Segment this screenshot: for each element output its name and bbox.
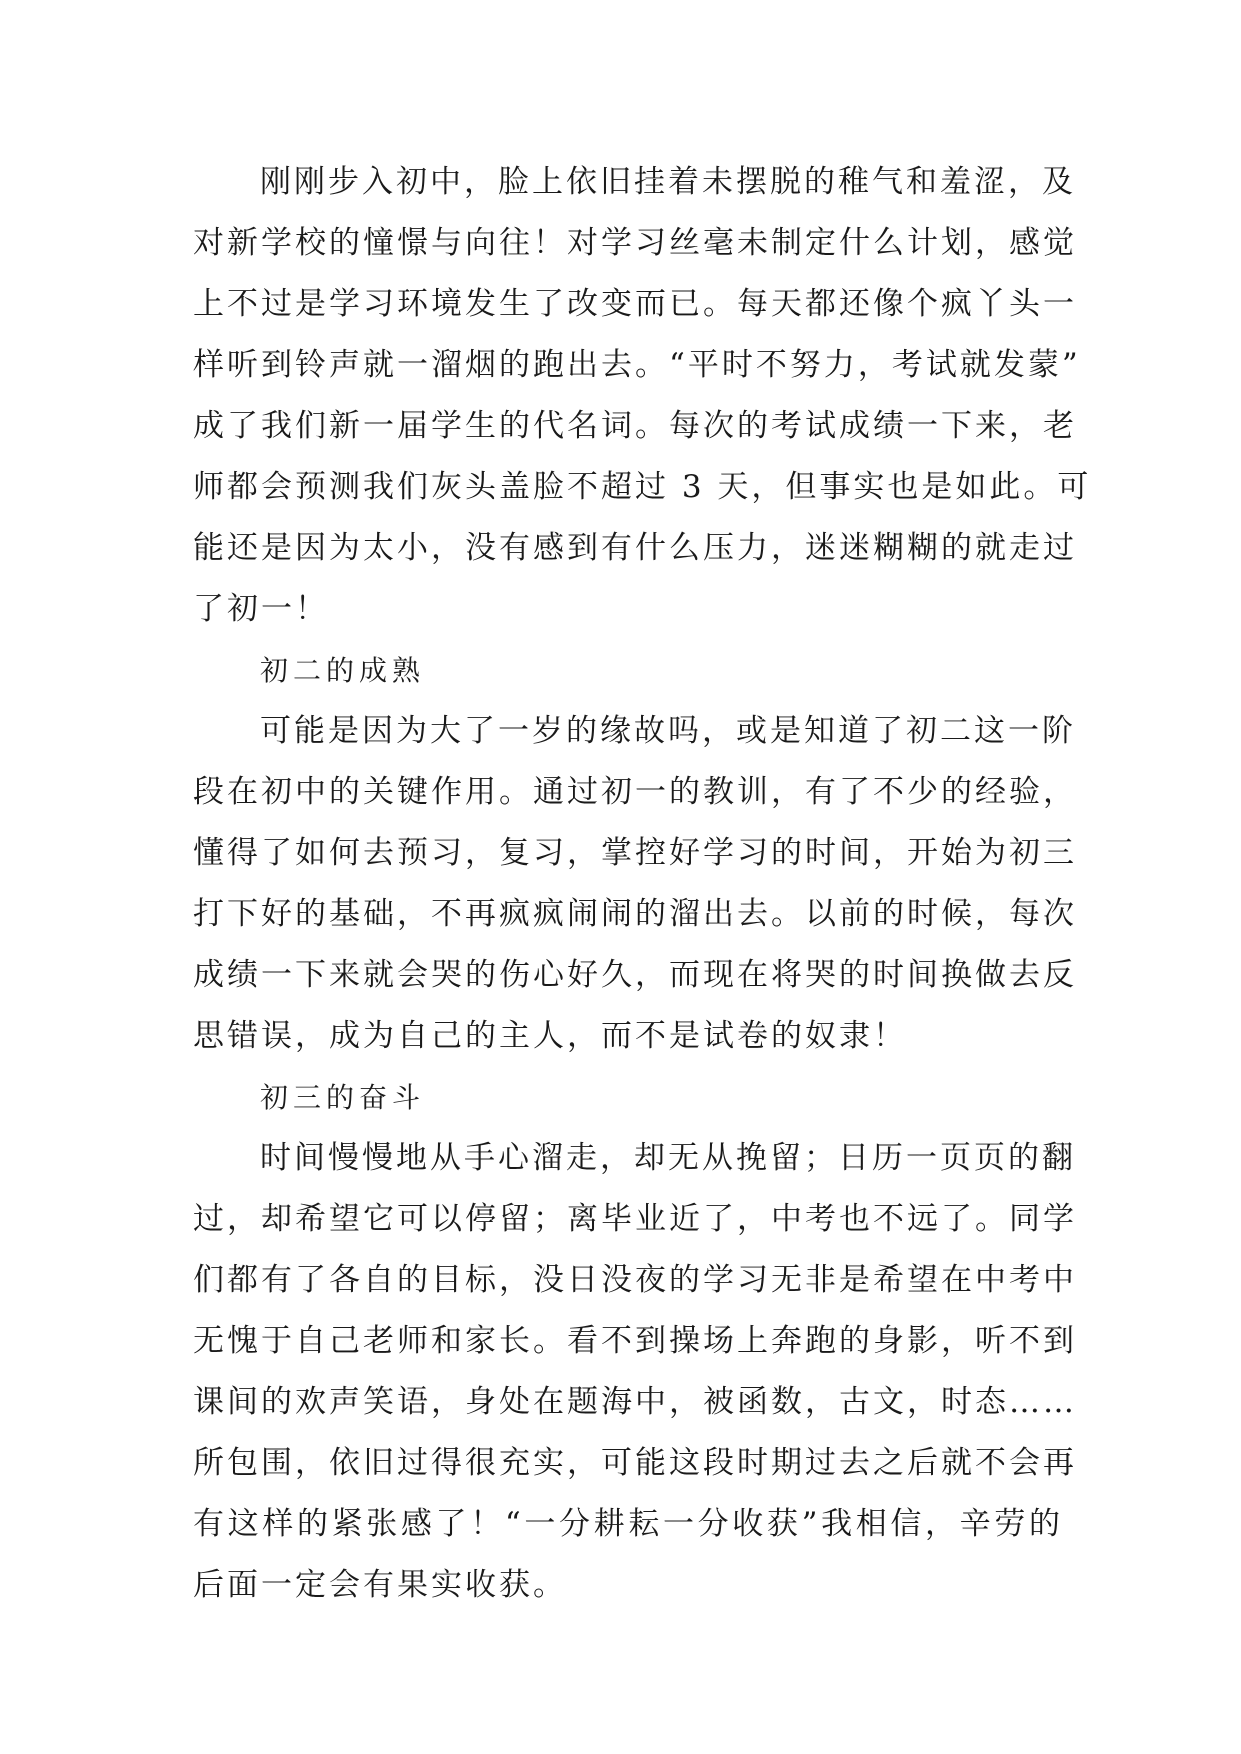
paragraph-line: 样听到铃声就一溜烟的跑出去。“平时不努力，考试就发蒙” [193,347,1081,383]
section-heading-grade-three: 初三的奋斗 [260,1081,426,1114]
paragraph-line: 能还是因为太小，没有感到有什么压力，迷迷糊糊的就走过 [193,530,1077,566]
paragraph-line: 后面一定会有果实收获。 [193,1567,567,1603]
paragraph-line: 成绩一下来就会哭的伤心好久，而现在将哭的时间换做去反 [193,957,1077,993]
paragraph-line: 所包围，依旧过得很充实，可能这段时期过去之后就不会再 [193,1445,1077,1481]
paragraph-line: 有这样的紧张感了！“一分耕耘一分收获”我相信，辛劳的 [193,1506,1063,1542]
paragraph-line: 了初一！ [193,591,329,627]
paragraph-line: 无愧于自己老师和家长。看不到操场上奔跑的身影，听不到 [193,1323,1077,1359]
paragraph-line: 可能是因为大了一岁的缘故吗，或是知道了初二这一阶 [260,713,1076,749]
document-body [193,152,1092,1616]
paragraph-line: 打下好的基础，不再疯疯闹闹的溜出去。以前的时候，每次 [193,896,1077,932]
paragraph-line: 思错误，成为自己的主人，而不是试卷的奴隶！ [193,1018,907,1054]
paragraph-line: 段在初中的关键作用。通过初一的教训，有了不少的经验， [193,774,1077,810]
paragraph-line: 刚刚步入初中，脸上依旧挂着未摆脱的稚气和羞涩，及 [260,164,1076,200]
section-heading-grade-two: 初二的成熟 [260,654,426,687]
paragraph-line: 对新学校的憧憬与向往！对学习丝毫未制定什么计划，感觉 [193,225,1077,261]
paragraph-line: 们都有了各自的目标，没日没夜的学习无非是希望在中考中 [193,1262,1077,1298]
paragraph-line: 课间的欢声笑语，身处在题海中，被函数，古文，时态…… [193,1384,1077,1420]
paragraph-line: 上不过是学习环境发生了改变而已。每天都还像个疯丫头一 [193,286,1077,322]
paragraph-line: 过，却希望它可以停留；离毕业近了，中考也不远了。同学 [193,1201,1077,1237]
paragraph-line: 懂得了如何去预习，复习，掌控好学习的时间，开始为初三 [193,835,1077,871]
paragraph-line: 时间慢慢地从手心溜走，却无从挽留；日历一页页的翻 [260,1140,1076,1176]
paragraph-line: 师都会预测我们灰头盖脸不超过 3 天，但事实也是如此。可 [193,469,1092,505]
paragraph-line: 成了我们新一届学生的代名词。每次的考试成绩一下来，老 [193,408,1077,444]
